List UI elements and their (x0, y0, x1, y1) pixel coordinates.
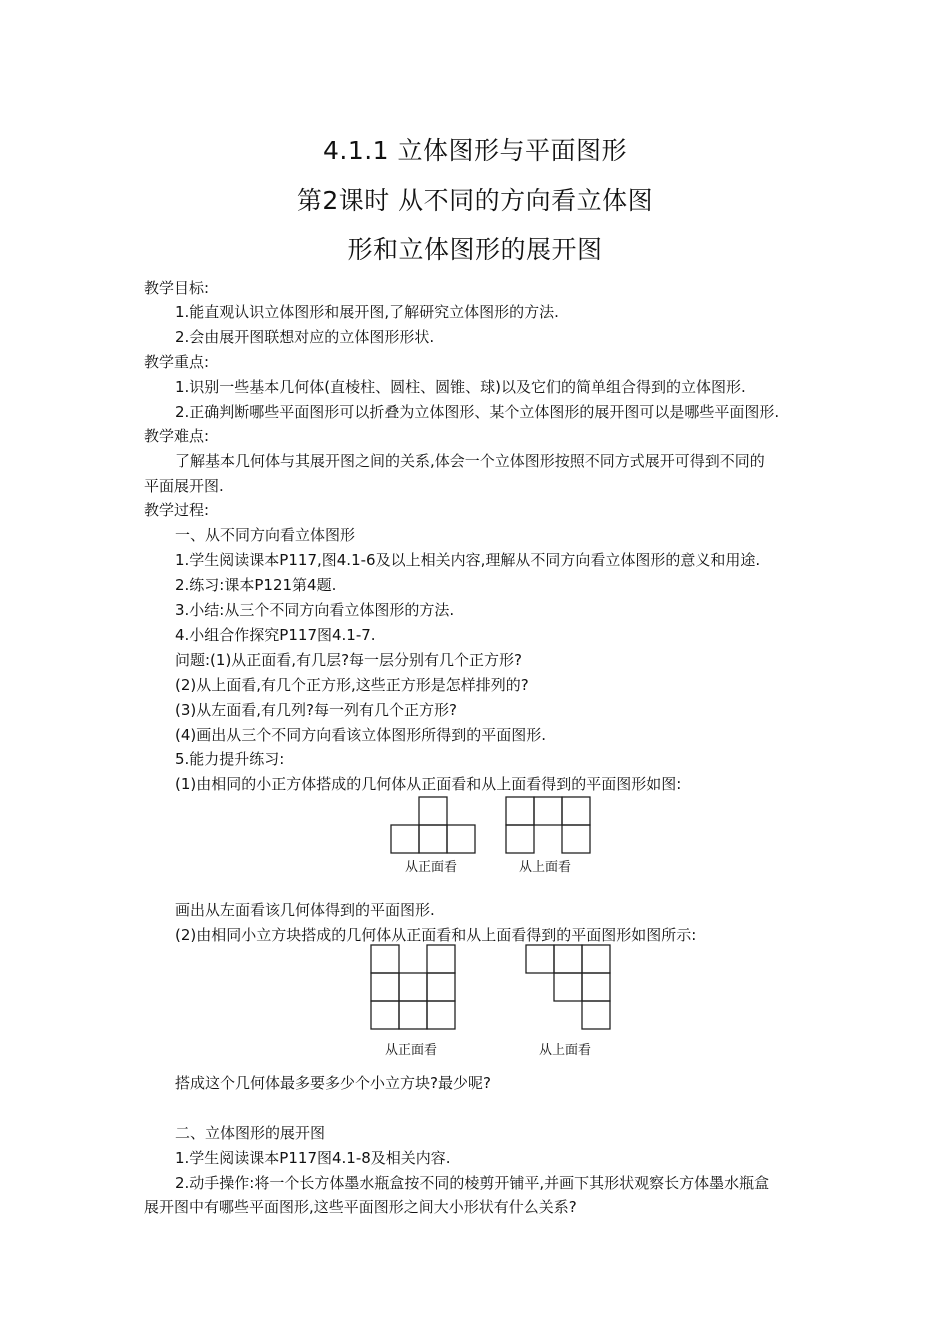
grid-square (371, 973, 399, 1001)
difficulty-heading: 教学难点: (144, 427, 210, 445)
key-point-1: 1.识别一些基本几何体(直棱柱、圆柱、圆锥、球)以及它们的简单组合得到的立体图形. (175, 378, 746, 396)
section-1-heading: 一、从不同方向看立体图形 (175, 526, 356, 544)
grid-square (562, 825, 590, 853)
key-point-2: 2.正确判断哪些平面图形可以折叠为立体图形、某个立体图形的展开图可以是哪些平面图形. (175, 403, 780, 421)
grid-square (419, 797, 447, 825)
grid-square (399, 973, 427, 1001)
step-1-2: 2.练习:课本P121第4题. (175, 576, 337, 594)
step-1-4: 4.小组合作探究P117图4.1-7. (175, 626, 376, 644)
grid-square (371, 945, 399, 973)
grid-square (582, 1001, 610, 1029)
step-2-1: 1.学生阅读课本P117图4.1-8及相关内容. (175, 1149, 451, 1167)
difficulty-line-1: 了解基本几何体与其展开图之间的关系,体会一个立体图形按照不同方式展开可得到不同的 (175, 452, 765, 470)
process-heading: 教学过程: (144, 501, 210, 519)
step-1-5: 5.能力提升练习: (175, 750, 285, 768)
grid-square (371, 1001, 399, 1029)
title-line-2: 第2课时 从不同的方向看立体图 (296, 186, 654, 215)
figure-1-top-view (505, 796, 595, 856)
exercise-2-after: 搭成这个几何体最多要多少个小立方块?最少呢? (175, 1074, 491, 1092)
step-2-2-line-1: 2.动手操作:将一个长方体墨水瓶盒按不同的棱剪开铺平,并画下其形状观察长方体墨水瓶盒 (175, 1174, 770, 1192)
grid-square (554, 945, 582, 973)
grid-square (506, 825, 534, 853)
grid-square (427, 973, 455, 1001)
figure-2-front-view (370, 944, 460, 1034)
figure-2-front-caption: 从正面看 (385, 1043, 438, 1058)
difficulty-line-2: 平面展开图. (144, 477, 224, 495)
title-line-1: 4.1.1 立体图形与平面图形 (322, 136, 628, 165)
question-3: (3)从左面看,有几列?每一列有几个正方形? (175, 701, 457, 719)
exercise-1-text: (1)由相同的小正方体搭成的几何体从正面看和从上面看得到的平面图形如图: (175, 775, 682, 793)
figure-1-front-view (390, 796, 480, 856)
goals-heading: 教学目标: (144, 279, 210, 297)
grid-square (554, 973, 582, 1001)
grid-square (427, 945, 455, 973)
grid-square (582, 973, 610, 1001)
figure-2-top-grid (525, 944, 615, 1034)
grid-square (427, 1001, 455, 1029)
question-2: (2)从上面看,有几个正方形,这些正方形是怎样排列的? (175, 676, 529, 694)
goal-2: 2.会由展开图联想对应的立体图形形状. (175, 328, 435, 346)
step-2-2-line-2: 展开图中有哪些平面图形,这些平面图形之间大小形状有什么关系? (144, 1198, 577, 1216)
figure-1-top-caption: 从上面看 (519, 860, 572, 875)
figure-2-top-view (525, 944, 615, 1034)
grid-square (534, 797, 562, 825)
figure-2-front-grid (370, 944, 460, 1034)
figure-1-top-grid (505, 796, 595, 856)
step-1-3: 3.小结:从三个不同方向看立体图形的方法. (175, 601, 455, 619)
grid-square (391, 825, 419, 853)
section-2-heading: 二、立体图形的展开图 (175, 1124, 326, 1142)
goal-1: 1.能直观认识立体图形和展开图,了解研究立体图形的方法. (175, 303, 559, 321)
grid-square (447, 825, 475, 853)
exercise-2-text: (2)由相同小立方块搭成的几何体从正面看和从上面看得到的平面图形如图所示: (175, 926, 697, 944)
figure-1-front-grid (390, 796, 480, 856)
grid-square (582, 945, 610, 973)
grid-square (399, 1001, 427, 1029)
question-1: 问题:(1)从正面看,有几层?每一层分别有几个正方形? (175, 651, 522, 669)
figure-1-front-caption: 从正面看 (405, 860, 458, 875)
exercise-1-after: 画出从左面看该几何体得到的平面图形. (175, 901, 435, 919)
title-line-3: 形和立体图形的展开图 (347, 235, 603, 264)
step-1-1: 1.学生阅读课本P117,图4.1-6及以上相关内容,理解从不同方向看立体图形的意义和用途. (175, 551, 761, 569)
figure-2-top-caption: 从上面看 (539, 1043, 592, 1058)
grid-square (419, 825, 447, 853)
grid-square (526, 945, 554, 973)
question-4: (4)画出从三个不同方向看该立体图形所得到的平面图形. (175, 726, 547, 744)
key-points-heading: 教学重点: (144, 353, 210, 371)
grid-square (506, 797, 534, 825)
grid-square (562, 797, 590, 825)
